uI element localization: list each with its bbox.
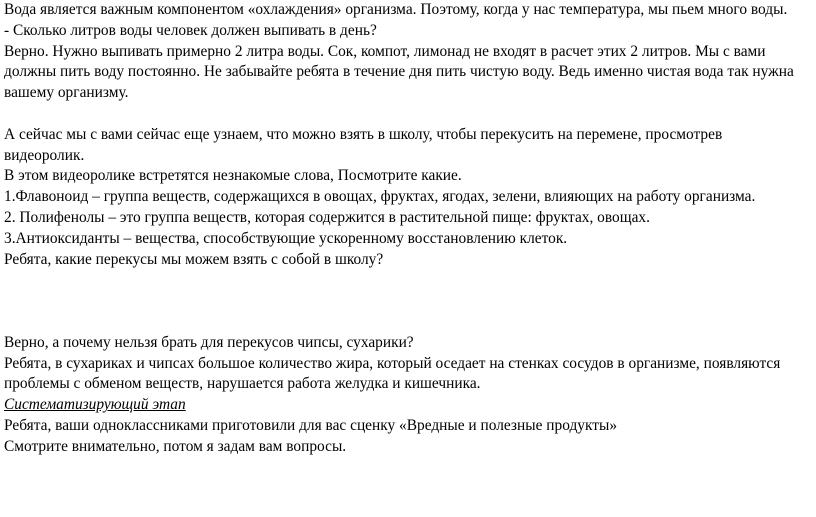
blank-line bbox=[4, 312, 810, 333]
text-line: Ребята, ваши одноклассниками приготовили для вас сценку «Вредные и полезные продукты» bbox=[4, 416, 618, 434]
text-line: 2. Полифенолы – это группа веществ, которая содержится в растительной пище: фруктах, овощах. bbox=[4, 208, 650, 226]
text-line: должны пить воду постоянно. Не забывайте ребята в течение дня пить чистую воду. Ведь именно чистая вода так нужна bbox=[4, 63, 794, 81]
text-line: Ребята, какие перекусы мы можем взять с собой в школу? bbox=[4, 250, 384, 268]
blank-line bbox=[4, 270, 810, 291]
blank-line bbox=[4, 291, 810, 312]
text-line: 1.Флавоноид – группа веществ, содержащихся в овощах, фруктах, ягодах, зелени, влияющих на работу организма. bbox=[4, 188, 756, 206]
text-line: Вода является важным компонентом «охлаждения» организма. Поэтому, когда у нас температура, мы пьем много воды. bbox=[4, 1, 788, 18]
text-line: Верно, а почему нельзя брать для перекусов чипсы, сухарики? bbox=[4, 333, 414, 351]
text-line: вашему организму. bbox=[4, 84, 129, 102]
blank-line bbox=[4, 104, 810, 125]
section-heading: Систематизирующий этап bbox=[4, 396, 186, 414]
text-line: проблемы с обменом веществ, нарушается работа желудка и кишечника. bbox=[4, 375, 481, 393]
text-line: А сейчас мы с вами сейчас еще узнаем, что можно взять в школу, чтобы перекусить на перемене, просмотрев bbox=[4, 125, 723, 143]
text-line: видеоролик. bbox=[4, 146, 85, 164]
text-line: Смотрите внимательно, потом я задам вам вопросы. bbox=[4, 437, 347, 455]
text-line: - Сколько литров воды человек должен выпивать в день? bbox=[4, 21, 377, 39]
text-line: Верно. Нужно выпивать примерно 2 литра воды. Сок, компот, лимонад не входят в расчет этих 2 литров. Мы с вами bbox=[4, 42, 766, 60]
text-line: Ребята, в сухариках и чипсах большое количество жира, который оседает на стенках сосудов в организме, появляются bbox=[4, 354, 781, 372]
text-line: 3.Антиоксиданты – вещества, способствующие ускоренному восстановлению клеток. bbox=[4, 229, 568, 247]
text-line: В этом видеоролике встретятся незнакомые слова, Посмотрите какие. bbox=[4, 167, 462, 185]
